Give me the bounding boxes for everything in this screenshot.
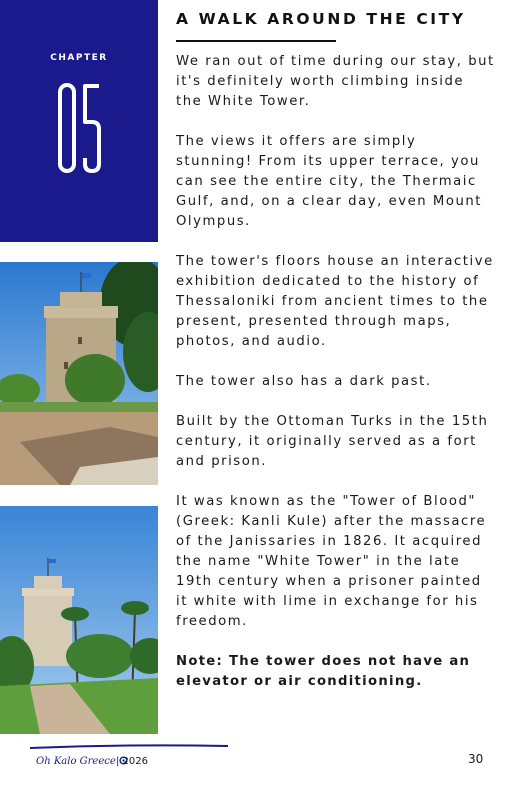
paragraph: The tower's floors house an interactive exhibition dedicated to the history of Thessaloniki from ancient times to the present, presented through maps, photos, and audio. bbox=[176, 254, 494, 349]
chapter-box bbox=[0, 0, 158, 242]
paragraph: The views it offers are simply stunning! From its upper terrace, you can see the entire city, the Thermaic Gulf, and, on a clear day, even Mount Olympus. bbox=[176, 134, 482, 229]
heading-divider bbox=[176, 40, 336, 42]
white-tower-photo-promenade bbox=[0, 506, 158, 734]
paragraph: It was known as the "Tower of Blood" (Greek: Kanli Kule) after the massacre of the Janissaries in 1826. It acquired the name "White Tower" in the late 19th century when a prisoner painted it white with lime in exchange for his freedom. bbox=[176, 494, 487, 629]
white-tower-photo-closeup bbox=[0, 262, 158, 485]
paragraph: The tower also has a dark past. bbox=[176, 374, 432, 389]
brand-signature bbox=[36, 756, 128, 767]
footer-year: | 2026 bbox=[116, 756, 148, 767]
page-number: 30 bbox=[468, 752, 484, 766]
article-body bbox=[176, 52, 496, 712]
page-title: A WALK AROUND THE CITY bbox=[176, 10, 466, 28]
chapter-label: CHAPTER bbox=[50, 53, 108, 63]
paragraph: Built by the Ottoman Turks in the 15th century, it originally served as a fort and prison. bbox=[176, 414, 489, 469]
chapter-number bbox=[57, 82, 103, 174]
footer-divider bbox=[30, 744, 230, 750]
paragraph: We ran out of time during our stay, but it's definitely worth climbing inside the White Tower. bbox=[176, 54, 495, 109]
note: Note: The tower does not have an elevator or air conditioning. bbox=[176, 654, 471, 689]
brand-name: Oh Kalo Greece bbox=[36, 756, 116, 767]
